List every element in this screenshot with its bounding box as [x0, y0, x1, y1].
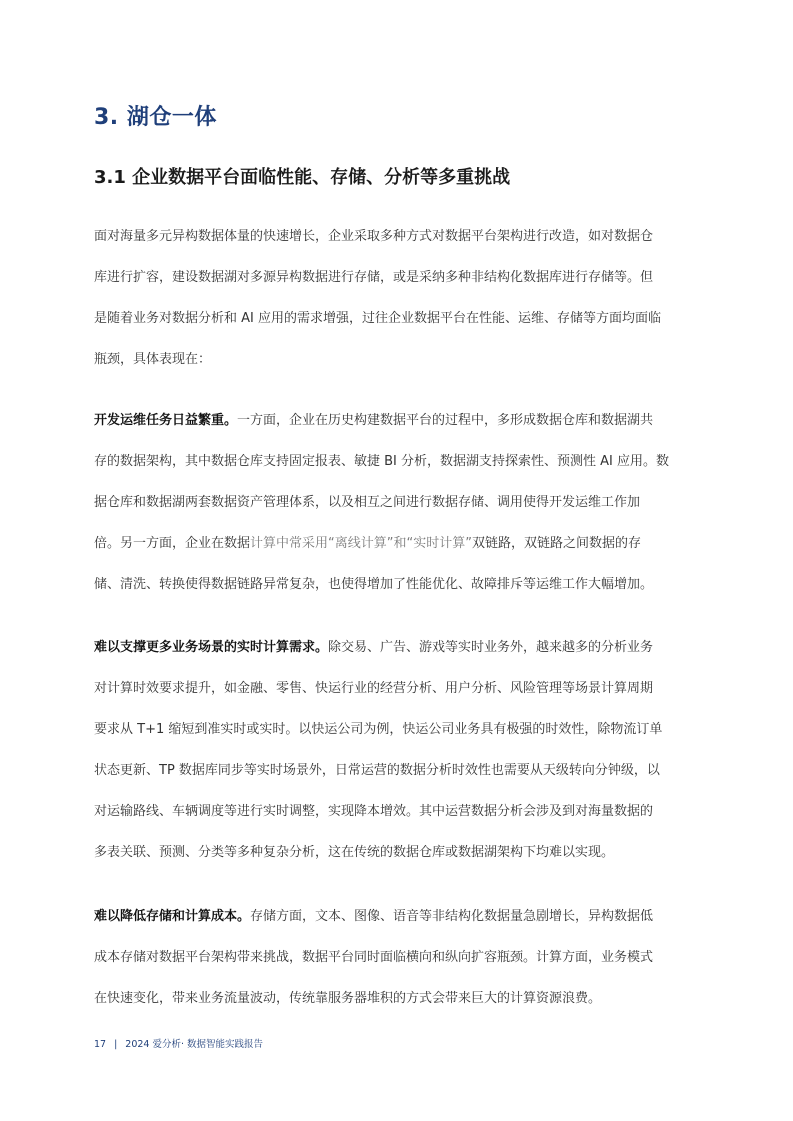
text-line: 瓶颈，具体表现在：	[94, 352, 212, 367]
text-line: 成本存储对数据平台架构带来挑战，数据平台同时面临横向和纵向扩容瓶颈。计算方面，业务模式	[94, 950, 654, 965]
text-line: 要求从 T+1 缩短到准实时或实时。以快运公司为例，快运公司业务具有极强的时效性，除物流订单	[94, 722, 663, 737]
text-line: 在快速变化，带来业务流量波动，传统靠服务器堆积的方式会带来巨大的计算资源浪费。	[94, 991, 602, 1006]
report-title: 2024 爱分析· 数据智能实践报告	[125, 1039, 264, 1050]
subsection-heading: 3.1 企业数据平台面临性能、存储、分析等多重挑战	[94, 167, 511, 188]
text-line: 是随着业务对数据分析和 AI 应用的需求增强，过往企业数据平台在性能、运维、存储等方面均面临	[94, 311, 661, 326]
text-span: 双链路，双链路之间数据的存	[471, 536, 641, 551]
text-span: 倍。另一方面，企业在数据	[94, 536, 251, 551]
text-span: 存储方面，文本、图像、语音等非结构化数据量急剧增长，异构数据低	[250, 909, 654, 924]
paragraph-lead: 难以支撑更多业务场景的实时计算需求。	[94, 640, 329, 655]
text-line: 库进行扩容，建设数据湖对多源异构数据进行存储，或是采纳多种非结构化数据库进行存储等。但	[94, 270, 654, 285]
text-span: 除交易、广告、游戏等实时业务外，越来越多的分析业务	[328, 640, 654, 655]
text-line: 状态更新、TP 数据库同步等实时场景外，日常运营的数据分析时效性也需要从天级转向分钟级，以	[94, 763, 660, 778]
paragraph-realtime	[94, 627, 714, 873]
text-span: 一方面，企业在历史构建数据平台的过程中，多形成数据仓库和数据湖共	[237, 413, 654, 428]
text-line: 储、清洗、转换使得数据链路异常复杂，也使得增加了性能优化、故障排斥等运维工作大幅增加。	[94, 577, 654, 592]
text-span-gray: 计算中常采用“离线计算”和“实时计算”	[250, 536, 472, 551]
page-footer	[94, 1036, 263, 1050]
text-line	[94, 896, 714, 937]
text-line: 据仓库和数据湖两套数据资产管理体系，以及相互之间进行数据存储、调用使得开发运维工作加	[94, 495, 641, 510]
text-line	[94, 523, 714, 564]
text-line	[94, 400, 714, 441]
text-line: 存的数据架构，其中数据仓库支持固定报表、敏捷 BI 分析，数据湖支持探索性、预测性 AI 应用。数	[94, 454, 670, 469]
section-heading: 3. 湖仓一体	[94, 105, 217, 130]
text-line: 对计算时效要求提升，如金融、零售、快运行业的经营分析、用户分析、风险管理等场景计算周期	[94, 681, 654, 696]
footer-separator: |	[114, 1039, 118, 1050]
text-line: 面对海量多元异构数据体量的快速增长，企业采取多种方式对数据平台架构进行改造，如对数据仓	[94, 229, 654, 244]
text-line	[94, 627, 714, 668]
intro-paragraph	[94, 216, 714, 380]
paragraph-ops-burden	[94, 400, 714, 605]
text-line: 对运输路线、车辆调度等进行实时调整，实现降本增效。其中运营数据分析会涉及到对海量数据的	[94, 804, 654, 819]
paragraph-lead: 难以降低存储和计算成本。	[94, 909, 251, 924]
text-line: 多表关联、预测、分类等多种复杂分析，这在传统的数据仓库或数据湖架构下均难以实现。	[94, 845, 615, 860]
page-number: 17	[94, 1039, 107, 1050]
paragraph-lead: 开发运维任务日益繁重。	[94, 413, 238, 428]
paragraph-cost	[94, 896, 714, 1019]
